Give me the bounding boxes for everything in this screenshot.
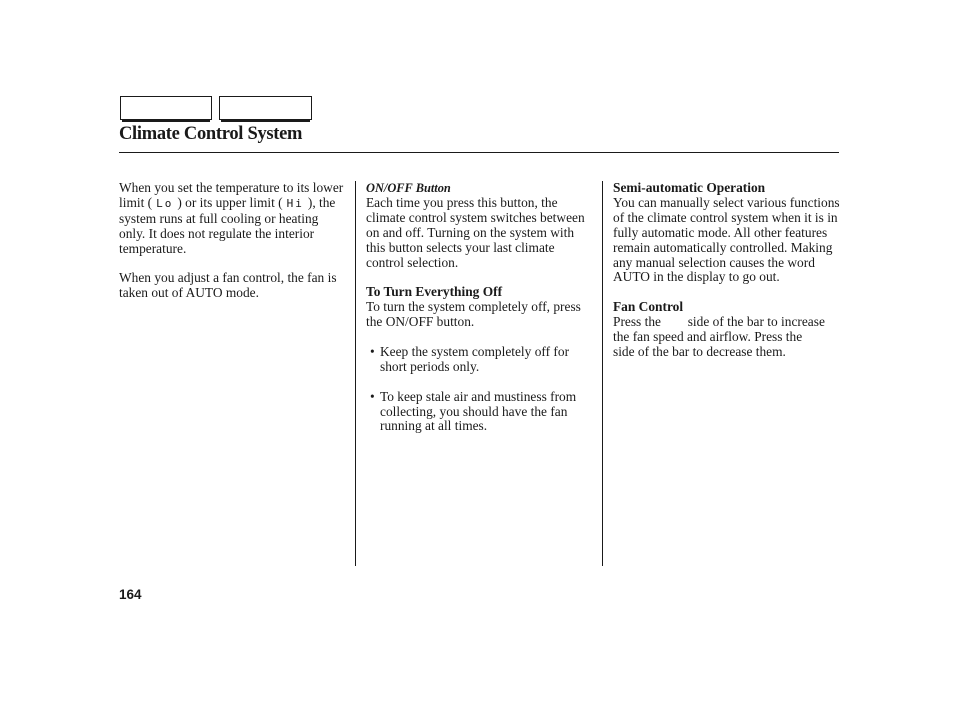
list-item: • To keep stale air and mustiness from collecting, you should have the fan running at all times. <box>370 388 577 434</box>
page-number: 164 <box>119 587 142 602</box>
onoff-paragraph: Each time you press this button, the climate control system switches between on and off. Turning on the system with this button selects your last climate control selection. <box>366 194 585 270</box>
temperature-limit-paragraph: When you set the temperature to its lower limit ( Lo ) or its upper limit ( Hi ), the system runs at full cooling or heating only. It does not regulate the interior temperature. <box>119 180 344 256</box>
fan-control-paragraph: Press the side of the bar to increase the fan speed and airflow. Press the side of the bar to decrease them. <box>613 314 825 359</box>
bullet-icon: • <box>370 388 375 404</box>
semi-automatic-heading: Semi-automatic Operation <box>613 180 766 195</box>
fan-control-heading: Fan Control <box>613 299 684 315</box>
lcd-hi-symbol: Hi <box>286 196 304 210</box>
semi-automatic-paragraph: You can manually select various functions of the climate control system when it is in fully automatic mode. All other features remain automatically controlled. Making any manual selection causes the word AUTO in the display to go out. <box>613 194 840 285</box>
column-right <box>613 181 843 360</box>
section-tab-1 <box>120 96 212 120</box>
fan-auto-paragraph: When you adjust a fan control, the fan is taken out of AUTO mode. <box>119 270 337 301</box>
page-title: Climate Control System <box>119 124 303 144</box>
bullet-icon: • <box>370 343 375 359</box>
column-divider-1 <box>355 181 356 566</box>
section-tab-2 <box>219 96 312 120</box>
column-divider-2 <box>602 181 603 566</box>
title-divider <box>119 152 839 153</box>
onoff-heading: ON/OFF Button <box>366 181 451 195</box>
column-left <box>119 181 345 301</box>
lcd-lo-symbol: Lo <box>156 196 174 210</box>
turn-off-paragraph: To turn the system completely off, press the ON/OFF button. <box>366 299 581 330</box>
list-item: • Keep the system completely off for short periods only. <box>370 343 570 374</box>
turn-off-heading: To Turn Everything Off <box>366 284 503 300</box>
column-middle <box>366 181 592 434</box>
